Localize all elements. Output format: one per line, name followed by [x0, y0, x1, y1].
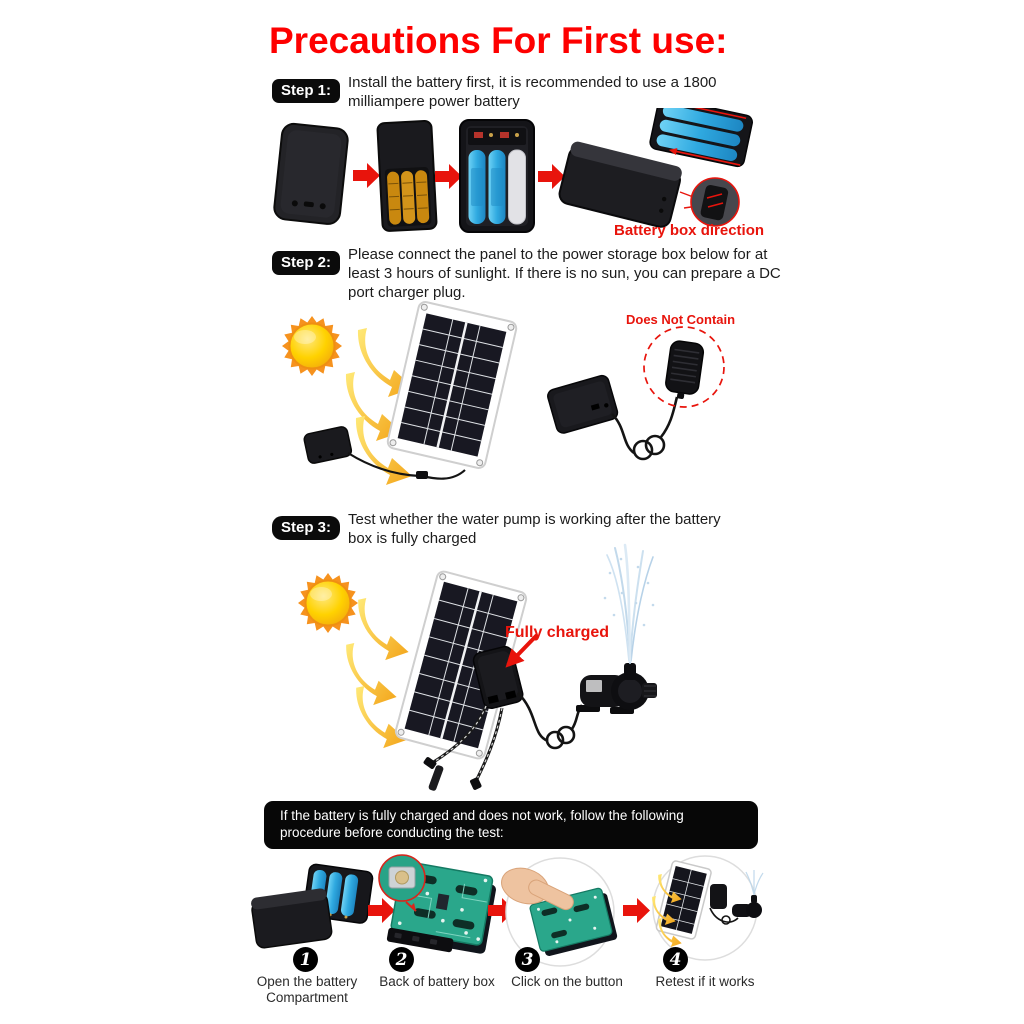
pcb-back-image	[379, 855, 498, 958]
red-arrow-icon	[353, 163, 380, 188]
troubleshoot-caption-4: Retest if it works	[655, 974, 755, 989]
troubleshoot-caption-3: Click on the button	[511, 974, 623, 989]
circled-number-2: 2	[389, 947, 414, 972]
troubleshoot-caption-1: Open the battery Compartment	[256, 974, 358, 1006]
circled-number-3: 3	[515, 947, 540, 972]
direction-inset-circle	[680, 178, 739, 226]
battery-box-direction-image	[557, 108, 754, 229]
battery-box-closed-image	[273, 123, 349, 225]
step1-text: Install the battery first, it is recommended to use a 1800 milliampere power battery	[348, 74, 717, 110]
water-pump-image	[576, 663, 657, 714]
storage-box-image	[303, 426, 352, 464]
fully-charged-label: Fully charged	[505, 624, 610, 641]
battery-box-open-back-image	[377, 121, 437, 232]
sunray-arrow-icon	[358, 598, 408, 660]
battery-box-direction-label: Battery box direction	[614, 222, 765, 239]
troubleshoot-caption-2: Back of battery box	[379, 974, 495, 989]
circled-number-1: 1	[293, 947, 318, 972]
panel-stand	[428, 764, 444, 791]
red-arrow-icon	[623, 898, 650, 923]
troubleshoot-illustration	[240, 850, 780, 972]
cable	[612, 414, 634, 453]
cable	[661, 397, 677, 437]
step3-text: Test whether the water pump is working after the battery box is fully charged	[348, 511, 721, 547]
solar-panel-image	[386, 301, 517, 470]
water-spray	[604, 545, 655, 663]
cable	[422, 470, 465, 479]
sun-icon	[282, 316, 342, 376]
step3-badge: Step 3:	[272, 516, 340, 540]
warning-banner: If the battery is fully charged and does not work, follow the following procedure before conducting the test:	[264, 801, 758, 849]
cable	[348, 453, 420, 476]
dc-adapter-image	[664, 340, 705, 401]
click-button-image	[497, 858, 618, 966]
page-title: Precautions For First use:	[269, 20, 728, 61]
step2-text: Please connect the panel to the power storage box below for at least 3 hours of sunlight. If there is no sun, you can prepare a DC port charger plug.	[348, 246, 781, 301]
step2-illustration	[260, 298, 765, 503]
red-arrow-icon	[368, 898, 395, 923]
circled-number-4: 4	[663, 947, 688, 972]
retest-image	[652, 856, 763, 960]
battery-box-cells-image	[460, 120, 534, 232]
step3-illustration	[280, 543, 760, 798]
red-arrow-icon	[435, 164, 462, 189]
does-not-contain-label: Does Not Contain	[626, 312, 736, 327]
open-compartment-image	[250, 864, 373, 949]
cable	[518, 693, 548, 741]
step1-badge: Step 1:	[272, 79, 340, 103]
step2-badge: Step 2:	[272, 251, 340, 275]
sun-icon	[298, 573, 358, 633]
battery-box-image	[546, 374, 619, 435]
